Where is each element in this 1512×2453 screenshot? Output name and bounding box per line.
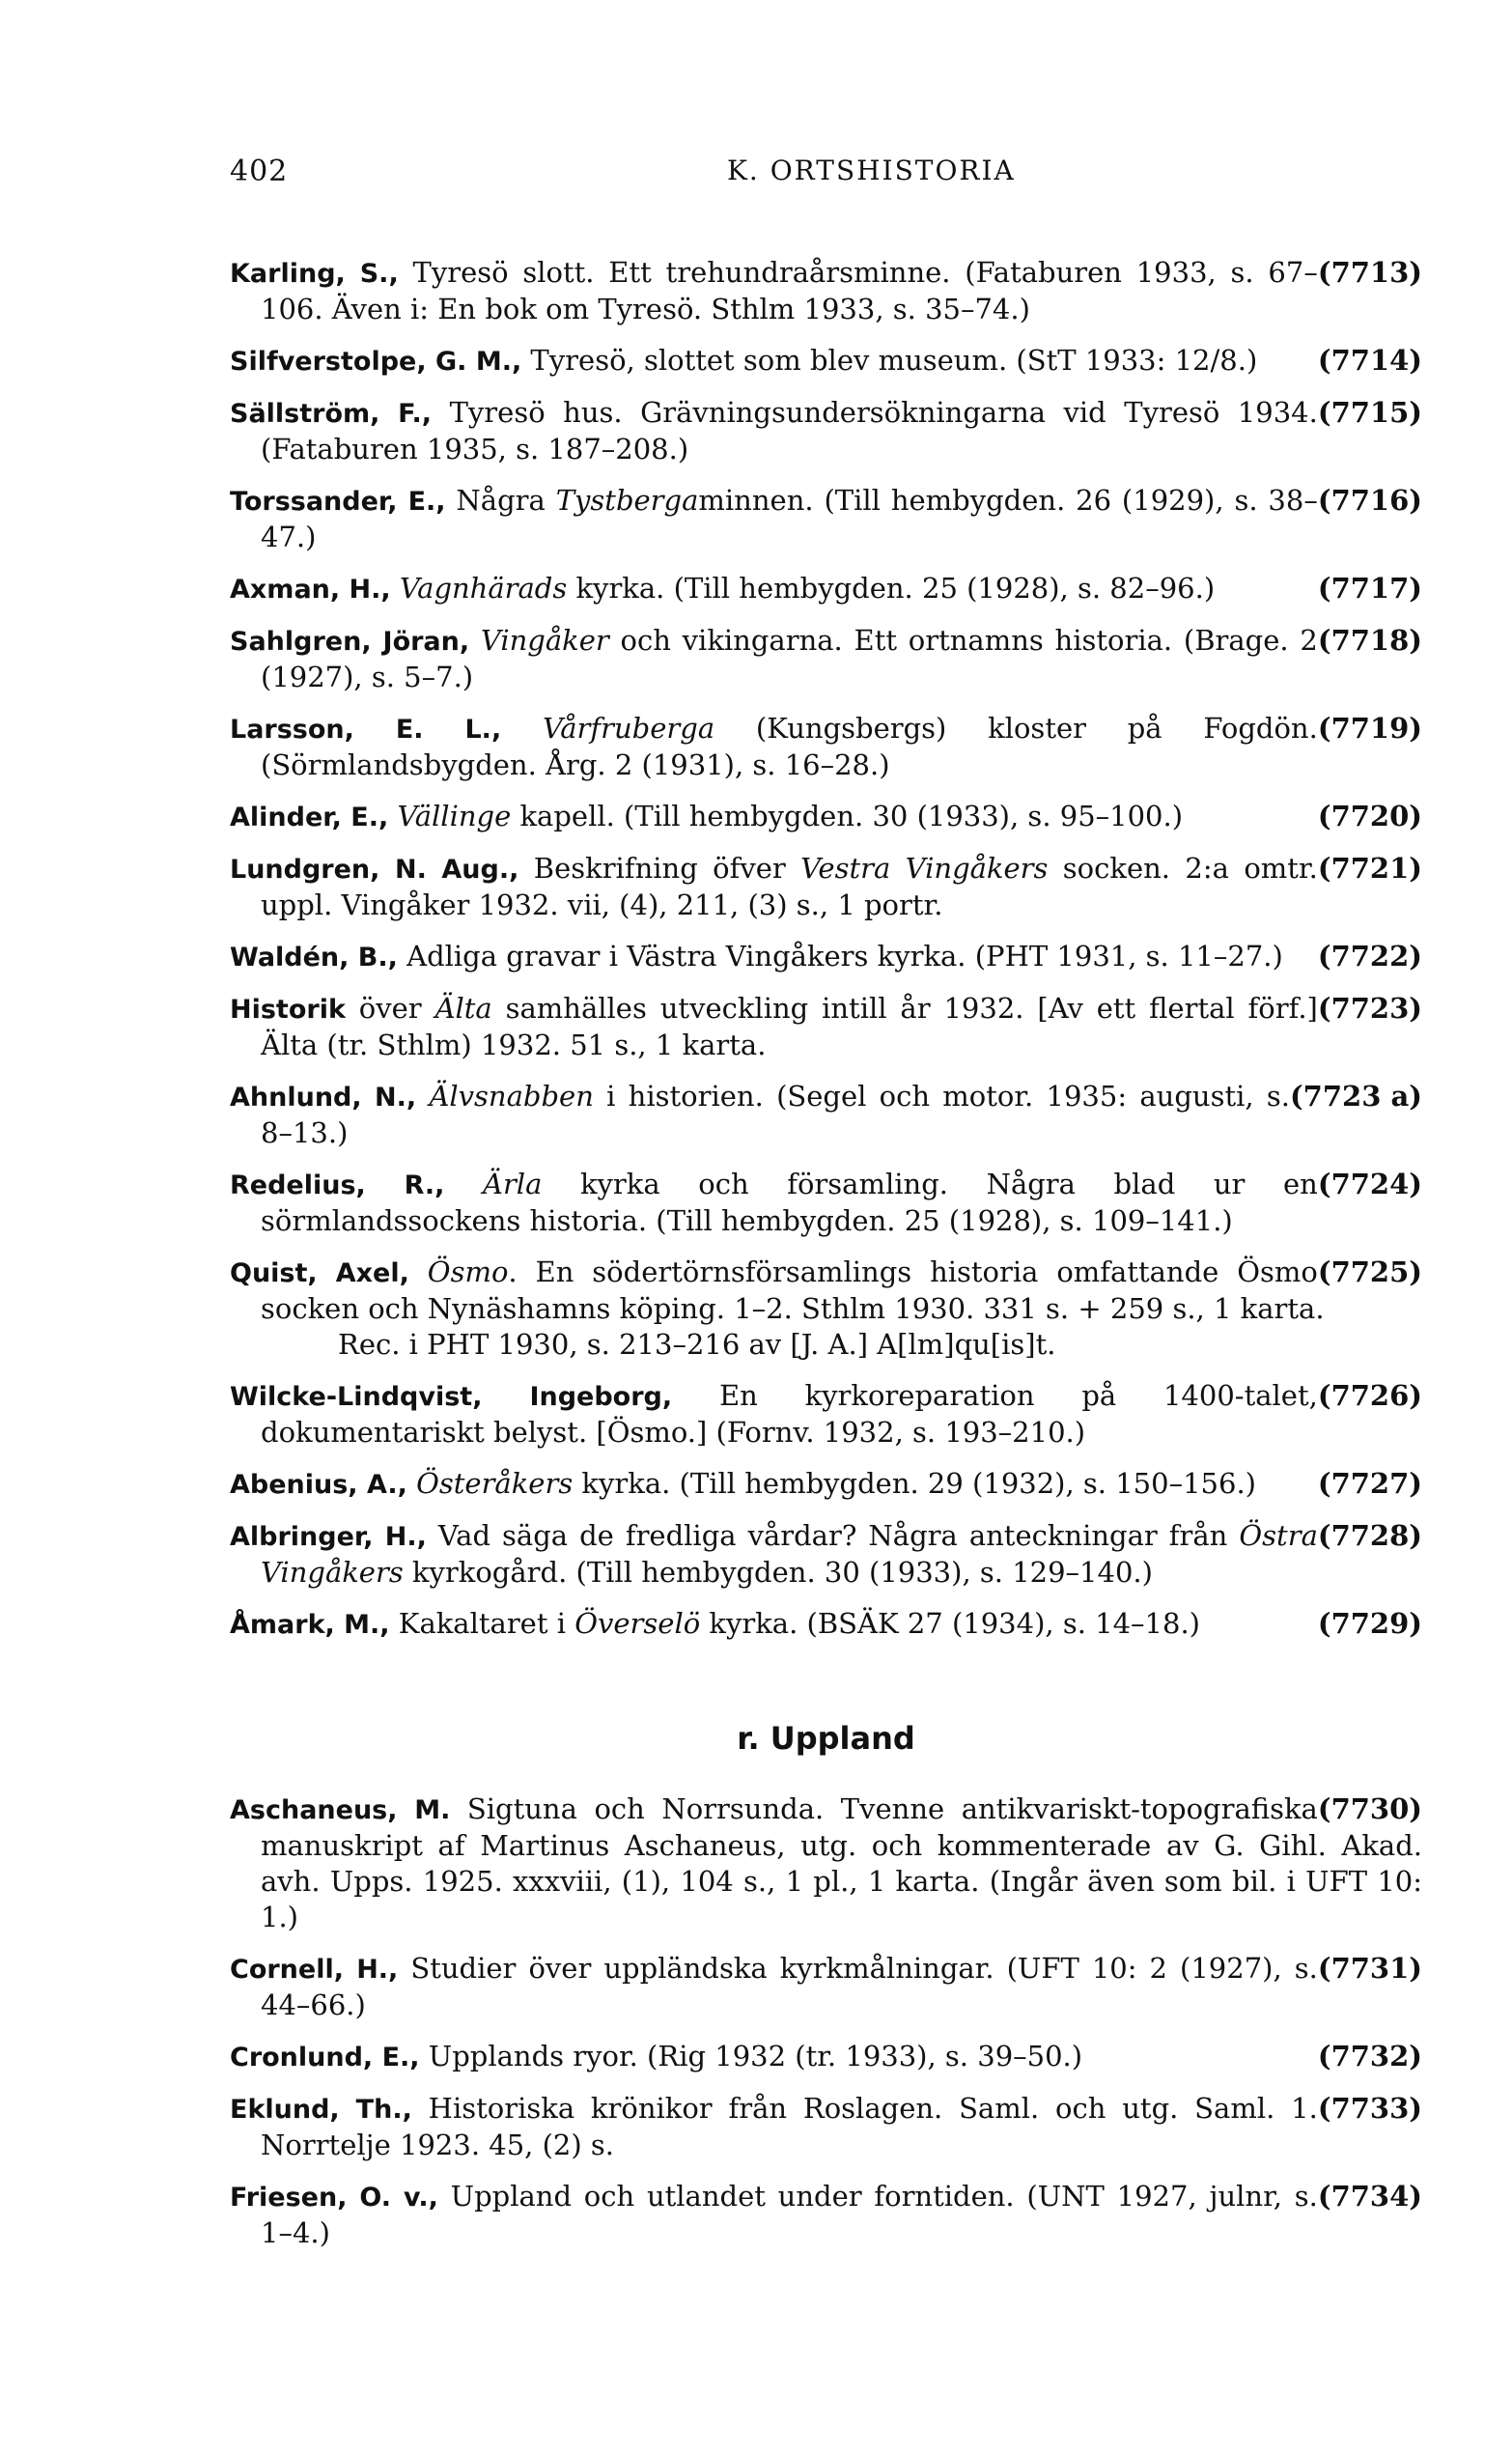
entry-text-rest: kyrka och församling. Några blad ur en sörmlandssockens historia. (Till hembygden. 25 (1928), s. 109–141.) — [261, 1168, 1318, 1237]
entry-text-rest: kapell. (Till hembygden. 30 (1933), s. 95–100.) — [511, 800, 1184, 832]
entry-text: Beskrifning öfver — [518, 852, 801, 885]
entry-author: Historik — [230, 995, 346, 1025]
entry-number: (7726) — [1317, 1379, 1422, 1412]
bibliography-entry — [230, 939, 1422, 975]
entry-text-rest: socken. 2:a omtr. uppl. Vingåker 1932. vii, (4), 211, (3) s., 1 portr. — [261, 852, 1318, 921]
entry-number: (7727) — [1317, 1467, 1422, 1500]
entry-author: Redelius, R., — [230, 1170, 445, 1200]
entry-place-name: Älta — [434, 992, 492, 1025]
entry-number: (7724) — [1317, 1168, 1422, 1200]
page-number: 402 — [230, 155, 289, 188]
entry-place-name: Vagnhärads — [399, 572, 568, 605]
entry-number: (7725) — [1317, 1255, 1422, 1288]
bibliography-entry — [230, 395, 1422, 467]
entry-author: Alinder, E., — [230, 803, 389, 832]
entry-number: (7714) — [1317, 344, 1422, 377]
entry-text: Vad säga de fredliga vårdar? Några anteckningar från — [426, 1519, 1240, 1552]
entry-place-name: Österåkers — [416, 1467, 574, 1500]
bibliography-entry — [230, 799, 1422, 835]
entry-number: (7717) — [1317, 572, 1422, 605]
entry-author: Åmark, M., — [230, 1610, 390, 1640]
entry-number: (7720) — [1317, 800, 1422, 832]
bibliography-entry — [230, 1791, 1422, 1935]
entry-author: Eklund, Th., — [230, 2095, 412, 2125]
entry-place-name: Östra Vingåkers — [261, 1519, 1318, 1589]
entry-place-name: Vällinge — [397, 800, 512, 832]
entry-number: (7719) — [1317, 712, 1422, 745]
entry-number: (7718) — [1317, 624, 1422, 657]
entry-text: Upplands ryor. (Rig 1932 (tr. 1933), s. 39–50.) — [419, 2040, 1083, 2072]
document-page — [230, 155, 1422, 2267]
entry-author: Larsson, E. L., — [230, 715, 502, 745]
entry-text: Några — [445, 484, 556, 517]
entry-text-rest: Tyresö hus. Grävningsundersökningarna vid Tyresö 1934. (Fataburen 1935, s. 187–208.) — [261, 396, 1318, 465]
entry-place-name: Överselö — [574, 1607, 701, 1640]
bibliography-entry — [230, 711, 1422, 783]
entry-place-name: Vestra Vingåkers — [800, 852, 1049, 885]
entry-number: (7722) — [1317, 940, 1422, 973]
bibliography-entry — [230, 1518, 1422, 1591]
entry-text: Sigtuna och Norrsunda. Tvenne antikvariskt-topografiska manuskript af Martinus Aschaneus, utg. och kommenterade av G. Gihl. Akad. avh. Upps. 1925. xxxviii, (1), 104 s., 1 pl., 1 karta. (Ingår även som bil. i UFT 10: 1.) — [261, 1792, 1422, 1933]
entry-author: Torssander, E., — [230, 487, 446, 517]
entry-text — [391, 572, 400, 605]
entry-place-name: Tystberga — [555, 484, 699, 517]
entry-text — [444, 1168, 483, 1200]
entry-number: (7715) — [1317, 396, 1422, 429]
bibliography-entry — [230, 851, 1422, 923]
entry-author: Albringer, H., — [230, 1522, 427, 1552]
bibliography-entry — [230, 343, 1422, 380]
entry-text-rest: kyrka. (BSÄK 27 (1934), s. 14–18.) — [700, 1607, 1200, 1640]
entry-text-rest: minnen. (Till hembygden. 26 (1929), s. 38–47.) — [261, 484, 1318, 553]
entry-text: Studier över uppländska kyrkmålningar. (UFT 10: 2 (1927), s. 44–66.) — [261, 1952, 1318, 2021]
entry-author: Wilcke-Lindqvist, Ingeborg, — [230, 1382, 673, 1412]
bibliography-list-a — [230, 255, 1422, 1643]
section-heading: r. Uppland — [737, 1720, 915, 1757]
entry-number: (7730) — [1317, 1792, 1422, 1825]
bibliography-list-b — [230, 1791, 1422, 2251]
entry-text — [469, 624, 481, 657]
entry-author: Sahlgren, Jöran, — [230, 627, 470, 657]
entry-place-name: Vårfruberga — [542, 712, 715, 745]
entry-number: (7732) — [1317, 2040, 1422, 2072]
bibliography-entry — [230, 1167, 1422, 1239]
entry-place-name: Ösmo — [427, 1255, 509, 1288]
bibliography-entry — [230, 1606, 1422, 1643]
entry-text-rest: . En södertörnsförsamlings historia omfattande Ösmo socken och Nynäshamns köping. 1–2. Sthlm 1930. 331 s. + 259 s., 1 karta. — [261, 1255, 1325, 1325]
running-head: K. ORTSHISTORIA — [727, 155, 1016, 186]
bibliography-entry — [230, 991, 1422, 1063]
entry-author: Axman, H., — [230, 575, 391, 605]
entry-text: Adliga gravar i Västra Vingåkers kyrka. (PHT 1931, s. 11–27.) — [397, 940, 1283, 973]
bibliography-entry — [230, 1378, 1422, 1451]
entry-number: (7713) — [1317, 256, 1422, 289]
entry-text: Kakaltaret i — [389, 1607, 575, 1640]
entry-number: (7731) — [1317, 1952, 1422, 1985]
bibliography-entry — [230, 1466, 1422, 1503]
entry-number: (7716) — [1317, 484, 1422, 517]
entry-text-rest: kyrka. (Till hembygden. 25 (1928), s. 82–96.) — [567, 572, 1216, 605]
entry-author: Friesen, O. v., — [230, 2183, 438, 2213]
entry-number: (7729) — [1317, 1607, 1422, 1640]
entry-text-rest: kyrkogård. (Till hembygden. 30 (1933), s. 129–140.) — [403, 1556, 1153, 1589]
entry-number: (7721) — [1317, 852, 1422, 885]
entry-author: Sällström, F., — [230, 399, 433, 429]
entry-text-rest: samhälles utveckling intill år 1932. [Av ett flertal förf.] Älta (tr. Sthlm) 1932. 51 s., 1 karta. — [261, 992, 1318, 1061]
bibliography-entry — [230, 1079, 1422, 1151]
entry-place-name: Vingåker — [480, 624, 609, 657]
bibliography-entry — [230, 2179, 1422, 2251]
entry-author: Ahnlund, N., — [230, 1083, 417, 1113]
entry-text-rest: och vikingarna. Ett ortnamns historia. (Brage. 2 (1927), s. 5–7.) — [261, 624, 1318, 693]
entry-author: Silfverstolpe, G. M., — [230, 347, 522, 377]
bibliography-entry — [230, 1255, 1422, 1363]
entry-number: (7728) — [1317, 1519, 1422, 1552]
bibliography-entry — [230, 255, 1422, 327]
entry-text-rest: Tyresö slott. Ett trehundraårsminne. (Fataburen 1933, s. 67–106. Även i: En bok om Tyresö. Sthlm 1933, s. 35–74.) — [261, 256, 1318, 325]
bibliography-entry — [230, 2091, 1422, 2163]
bibliography-entry — [230, 623, 1422, 695]
entry-review-note: Rec. i PHT 1930, s. 213–216 av [J. A.] A[lm]qu[is]t. — [338, 1328, 1056, 1361]
entry-text: Historiska krönikor från Roslagen. Saml. och utg. Saml. 1. Norrtelje 1923. 45, (2) s. — [261, 2092, 1318, 2161]
entry-author: Cronlund, E., — [230, 2043, 420, 2072]
entry-number: (7734) — [1317, 2180, 1422, 2213]
page-header — [230, 155, 1422, 212]
bibliography-entry — [230, 571, 1422, 607]
entry-number: (7723 a) — [1289, 1080, 1422, 1113]
bibliography-entry — [230, 1951, 1422, 2023]
entry-text: En kyrkoreparation på 1400-talet, dokumentariskt belyst. [Ösmo.] (Fornv. 1932, s. 193–210.) — [261, 1379, 1318, 1449]
entry-text: över — [345, 992, 435, 1025]
entry-author: Lundgren, N. Aug., — [230, 855, 519, 885]
entry-place-name: Ärla — [483, 1168, 543, 1200]
entry-number: (7733) — [1317, 2092, 1422, 2125]
bibliography-entry — [230, 2039, 1422, 2075]
entry-text-rest: kyrka. (Till hembygden. 29 (1932), s. 150–156.) — [573, 1467, 1256, 1500]
entry-text: Uppland och utlandet under forntiden. (UNT 1927, julnr, s. 1–4.) — [261, 2180, 1318, 2249]
entry-text — [407, 1467, 416, 1500]
bibliography-entry — [230, 483, 1422, 555]
entry-number: (7723) — [1317, 992, 1422, 1025]
entry-text-rest: Tyresö, slottet som blev museum. (StT 1933: 12/8.) — [521, 344, 1258, 377]
entry-author: Karling, S., — [230, 259, 399, 289]
entry-text — [416, 1080, 429, 1113]
entry-author: Cornell, H., — [230, 1955, 399, 1985]
entry-text — [501, 712, 543, 745]
entry-author: Abenius, A., — [230, 1470, 407, 1500]
entry-place-name: Älvsnabben — [429, 1080, 594, 1113]
entry-author: Quist, Axel, — [230, 1258, 409, 1288]
entry-author: Aschaneus, M. — [230, 1795, 451, 1825]
entry-text-rest: i historien. (Segel och motor. 1935: augusti, s. 8–13.) — [261, 1080, 1290, 1149]
entry-text — [409, 1255, 428, 1288]
entry-text-rest: (Kungsbergs) kloster på Fogdön. (Sörmlandsbygden. Årg. 2 (1931), s. 16–28.) — [261, 712, 1318, 781]
entry-author: Waldén, B., — [230, 943, 398, 973]
